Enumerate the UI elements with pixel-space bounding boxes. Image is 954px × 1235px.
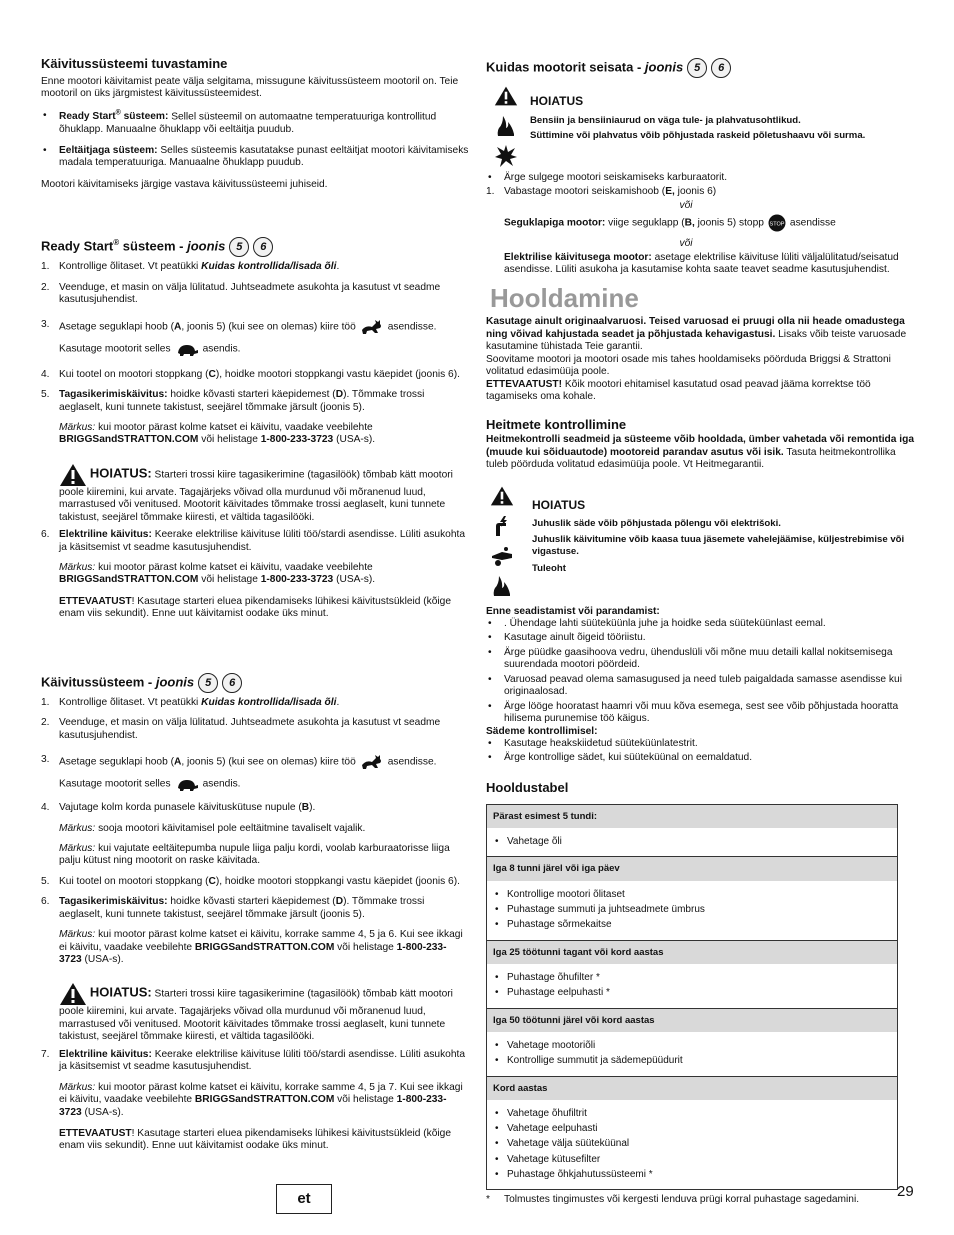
section-title-start-system: Käivitussüsteem - joonis 5 6 bbox=[41, 673, 469, 693]
table-group-body bbox=[487, 881, 897, 940]
table-row: • Vahetage mootoriõli bbox=[493, 1040, 891, 1052]
list-item: 1. Kontrollige õlitaset. Vt peatükki Kuidas kontrollida/lisada õli. bbox=[41, 261, 340, 273]
warning-block bbox=[486, 84, 916, 166]
warning-block: HOIATUS: Starteri trossi kiire tagasikerimine (tagasilöök) tõmbab kätt mootori poole kiiremini, kui arvate. Tagajärjeks võivad olla murdunud või mõranenud luud, marrastused või venitused. Mootorit käivitades tõmmake trossi aeglaselt, kuni tunnete takistust, seejärel tõmmake kiiresti, et vältida tagasilööki. bbox=[41, 982, 469, 1043]
svg-text:STOP: STOP bbox=[769, 221, 785, 228]
table-group-body bbox=[487, 828, 897, 856]
table-row: • Kontrollige mootori õlitaset bbox=[493, 889, 891, 901]
table-group-header: Iga 50 töötunni järel või kord aastas bbox=[487, 1008, 897, 1033]
list-item: 7. Elektriline käivitus: Keerake elektrilise käivituse lüliti töö/stardi asendisse. Lüliti asukohta ja käsitsemist vt seadme kasutusjuhendist. bbox=[41, 1048, 466, 1073]
electric-shock-icon bbox=[490, 514, 514, 538]
list-item: • Ärge kontrollige sädet, kui süüteküünal on eemaldatud. bbox=[486, 752, 916, 764]
subheading: Enne seadistamist või parandamist: bbox=[486, 605, 660, 617]
list-item: • Kasutage ainult õigeid tööriistu. bbox=[486, 632, 916, 644]
list-item: • Ärge lööge hooratast haamri või muu kõva esemega, sest see võib põhjustada hooratta hilisema purunemise töö käigus. bbox=[486, 701, 916, 726]
language-code-box: et bbox=[276, 1184, 332, 1214]
page-number: 29 bbox=[897, 1183, 914, 1200]
table-row: • Puhastage eelpuhasti * bbox=[493, 987, 891, 999]
stop-icon bbox=[768, 214, 786, 232]
list-item: • . Ühendage lahti süüteküünla juhe ja hoidke seda süüteküünlast eemal. bbox=[486, 618, 916, 630]
warning-icons bbox=[490, 484, 516, 604]
table-row: • Vahetage õli bbox=[493, 836, 891, 848]
table-group-header: Pärast esimest 5 tundi: bbox=[487, 805, 897, 829]
rabbit-icon bbox=[360, 319, 384, 335]
warning-triangle-icon bbox=[490, 484, 514, 508]
list-item: 4. Vajutage kolm korda punasele käivituskütuse nupule (B). bbox=[41, 802, 316, 814]
list-item: 5. Tagasikerimiskäivitus: hoidke kõvasti starteri käepidemest (D). Tõmmake trossi aeglaselt, kuni tunnete takistust, seejärel tõmmake järsult (joonis 5). bbox=[41, 389, 425, 413]
warning-title: HOIATUS bbox=[530, 94, 584, 108]
or-separator: või bbox=[679, 199, 693, 211]
list-item: • Kasutage heakskiidetud süüteküünlatestrit. bbox=[486, 738, 916, 750]
list-item: 4. Kui tootel on mootori stoppkang (C), hoidke mootori stoppkangi vastu käepidet (joonis 6). bbox=[41, 368, 460, 380]
figure-ref-6: 6 bbox=[222, 673, 242, 693]
section-title-ready-start: Ready Start® süsteem - joonis 5 6 bbox=[41, 237, 469, 257]
list-item: 3. Asetage seguklapi hoob (A, joonis 5) (kui see on olemas) kiire töö asendisse. bbox=[41, 319, 469, 335]
warning-icons bbox=[494, 84, 520, 174]
figure-ref-6: 6 bbox=[711, 58, 731, 78]
table-row: • Kontrollige summutit ja sädemepüüdurit bbox=[493, 1055, 891, 1067]
section-title-stop-engine: Kuidas mootorit seisata - joonis 5 6 bbox=[486, 58, 916, 78]
list-item: • Ärge sulgege mootori seiskamiseks karburaatorit. bbox=[486, 172, 916, 184]
note: Märkus: sooja mootori käivitamisel pole eeltäitmine tavaliselt vajalik. bbox=[59, 822, 366, 834]
paragraph: Kasutage ainult originaalvaruosi. Teised varuosad ei pruugi olla nii heade omadustega ning võivad kahjustada seadet ja põhjustada kehavigastusi. Lisaks võib teiste varuosade kasutamine tühistada Teie garantii. bbox=[486, 316, 907, 353]
list-item: 1. Vabastage mootori seiskamishoob (E, joonis 6) bbox=[486, 186, 717, 198]
section-title-start-system-id: Käivitussüsteemi tuvastamine bbox=[41, 56, 228, 71]
table-row: • Vahetage õhufiltrit bbox=[493, 1108, 891, 1120]
figure-ref-6: 6 bbox=[253, 237, 273, 257]
table-row: • Vahetage välja süüteküünal bbox=[493, 1138, 891, 1150]
turtle-icon bbox=[175, 776, 199, 792]
hand-injury-icon bbox=[490, 544, 514, 568]
list-item: • Ready Start® süsteem: Sellel süsteemil on automaatne temperatuuriga kontrollitud õhuklapp. Manuaalne õhuklapp või eeltäitja puudub. bbox=[41, 110, 469, 136]
note: Märkus: kui mootor pärast kolme katset ei käivitu, vaadake veebilehte BRIGGSandSTRATTON.COM või helistage 1-800-233-3723 (USA-s). bbox=[59, 562, 376, 586]
subheading: Sädeme kontrollimisel: bbox=[486, 725, 598, 737]
left-column bbox=[41, 56, 469, 1153]
note: Märkus: kui vajutate eeltäitepumba nupule liiga palju kordi, voolab karburaatorisse liiga palju kütust ning mootorit on raske käivitada. bbox=[59, 842, 450, 867]
rabbit-icon bbox=[360, 754, 384, 770]
list-item: • Eeltäitjaga süsteem: Selles süsteemis kasutatakse punast eeltäitjat mootori käivitamiseks madala temperatuuriga. Manuaalne õhuklapp puudub. bbox=[41, 145, 469, 170]
list-item: 6. Elektriline käivitus: Keerake elektrilise käivituse lüliti töö/stardi asendisse. Lüliti asukohta ja käsitsemist vt seadme kasutusjuhendist. bbox=[41, 529, 466, 553]
list-item: • Varuosad peavad olema samasugused ja need tuleb paigaldada samasse asendisse kui originaalosad. bbox=[486, 674, 916, 699]
warning-triangle-icon bbox=[494, 84, 518, 108]
warning-block: HOIATUS: Starteri trossi kiire tagasikerimine (tagasilöök) tõmbab kätt mootori poole kiiremini, kui arvate. Tagajärjeks võivad olla murdunud või mõranenud luud, marrastused või venitused. Mootorit käivitades tõmmake trossi aeglaselt, kuni tunnete takistust, seejärel tõmmake kiiresti, et vältida tagasilööki. bbox=[41, 463, 469, 524]
paragraph: Elektrilise käivitusega mootor: asetage elektrilise käivituse lüliti väljalülitatud/seisatud asendisse. Lüliti asukoha ja kasutamise kohta saate teavet seadme kasutusjuhendist. bbox=[504, 251, 899, 276]
warning-text: Bensiin ja bensiiniaurud on väga tule- ja plahvatusohtlikud. bbox=[530, 114, 801, 126]
maintenance-table bbox=[486, 804, 898, 1190]
warning-text: Juhuslik säde võib põhjustada põlengu või elektrišoki. bbox=[532, 518, 781, 530]
fire-icon bbox=[490, 574, 514, 598]
warning-block bbox=[486, 484, 916, 598]
paragraph: Mootori käivitamiseks järgige vastava käivitussüsteemi juhiseid. bbox=[41, 178, 328, 190]
section-title-emissions: Heitmete kontrollimine bbox=[486, 417, 627, 433]
paragraph: Enne mootori käivitamist peate välja selgitama, missugune käivitussüsteem mootoril on. Teie mootoril on üks järgmistest käivitussüsteemidest. bbox=[41, 75, 459, 100]
note: Märkus: kui mootor pärast kolme katset ei käivitu, vaadake veebilehte BRIGGSandSTRATTON.COM või helistage 1-800-233-3723 (USA-s). bbox=[59, 421, 376, 446]
paragraph: Heitmekontrolli seadmeid ja süsteeme võib hooldada, ümber vahetada või remontida iga (muude kui sõiduautode) mootoreid parandav asutus või isik. Tasuta heitmekontrollika tuleb pöörduda volitatud edasimüüja poole. Vt Heitmegarantii. bbox=[486, 434, 914, 471]
explosion-icon bbox=[494, 144, 518, 168]
warning-triangle-icon bbox=[59, 982, 87, 1006]
page-heading-maintenance: Hooldamine bbox=[490, 282, 639, 313]
list-item: • Ärge püüdke gaasihoova vedru, ühenduslüli või mõne muu detaili kallal nokitsemisega suurendada mootori pöördeid. bbox=[486, 647, 916, 672]
figure-ref-5: 5 bbox=[198, 673, 218, 693]
list-item: 6. Tagasikerimiskäivitus: hoidke kõvasti starteri käepidemest (D). Tõmmake trossi aeglaselt, kuni tunnete takistust, seejärel tõmmake järsult (joonis 5). bbox=[41, 896, 425, 920]
warning-triangle-icon bbox=[59, 463, 87, 487]
warning-text: Süttimine või plahvatus võib põhjustada raskeid põletushaavu või surma. bbox=[530, 130, 866, 142]
table-group-header: Iga 25 töötunni tagant või kord aastas bbox=[487, 940, 897, 965]
caution: ETTEVAATUST! Kasutage starteri eluea pikendamiseks lühikesi käivitustsükleid (kõige enam viis sekundit). Enne uut käivitamist oodake üks minut. bbox=[59, 1127, 452, 1152]
table-group-body bbox=[487, 1032, 897, 1075]
table-row: • Vahetage eelpuhasti bbox=[493, 1123, 891, 1135]
footnote: * Tolmustes tingimustes või kergesti lenduva prügi korral puhastage sagedamini. bbox=[486, 1194, 860, 1206]
caution: ETTEVAATUST! Kasutage starteri eluea pikendamiseks lühikesi käivitustsükleid (kõige enam viis sekundit). Enne uut käivitamist oodake üks minut. bbox=[59, 595, 452, 620]
warning-title: HOIATUS bbox=[532, 497, 586, 512]
table-row: • Vahetage kütusefilter bbox=[493, 1154, 891, 1166]
fire-icon bbox=[494, 114, 518, 138]
or-separator: või bbox=[679, 238, 693, 250]
figure-ref-5: 5 bbox=[229, 237, 249, 257]
list-item: 3. Asetage seguklapi hoob (A, joonis 5) (kui see on olemas) kiire töö asendisse. bbox=[41, 754, 469, 770]
paragraph: Soovitame mootori ja mootori osade mis tahes hooldamiseks pöörduda Briggsi & Strattoni volitatud edasimüüja poole. bbox=[486, 353, 891, 378]
table-group-body bbox=[487, 1100, 897, 1189]
note: Märkus: kui mootor pärast kolme katset ei käivitu, korrake samme 4, 5 ja 7. Kui see ikkagi ei käivitu, vaadake veebilehte BRIGGSandSTRATTON.COM või helistage 1-800-233-3723 (USA-s). bbox=[59, 1081, 463, 1118]
list-item: 2. Veenduge, et masin on välja lülitatud. Juhtseadmete asukohta ja kasutust vt seadme kasutusjuhendist. bbox=[41, 717, 441, 741]
table-row: • Puhastage sõrmekaitse bbox=[493, 919, 891, 931]
list-item: 5. Kui tootel on mootori stoppkang (C), hoidke mootori stoppkangi vastu käepidet (joonis 6). bbox=[41, 875, 460, 887]
paragraph: Kasutage mootorit selles asendis. bbox=[41, 341, 469, 357]
table-row: • Puhastage õhufilter * bbox=[493, 972, 891, 984]
table-group-body bbox=[487, 964, 897, 1007]
warning-text: Juhuslik käivitumine võib kaasa tuua jäsemete vahelejäämise, küljestrebimise või vigastuse. bbox=[532, 533, 905, 557]
section-title-schedule: Hooldustabel bbox=[486, 779, 569, 795]
paragraph: ETTEVAATUST! Kõik mootori ehitamisel kasutatud osad peavad jääma korrektse töö tagamiseks oma kohale. bbox=[486, 378, 871, 402]
right-column bbox=[486, 58, 916, 1206]
turtle-icon bbox=[175, 341, 199, 357]
table-row: • Puhastage summuti ja juhtseadmete ümbrus bbox=[493, 904, 891, 916]
figure-ref-5: 5 bbox=[687, 58, 707, 78]
note: Märkus: kui mootor pärast kolme katset ei käivitu, korrake samme 4, 5 ja 6. Kui see ikkagi ei käivitu, vaadake veebilehte BRIGGSandSTRATTON.COM või helistage 1-800-233-3723 (USA-s). bbox=[59, 929, 463, 965]
warning-text: Tuleoht bbox=[532, 563, 566, 575]
paragraph: Seguklapiga mootor: viige seguklapp (B, joonis 5) stopp STOP asendisse bbox=[486, 214, 916, 232]
list-item: 2. Veenduge, et masin on välja lülitatud. Juhtseadmete asukohta ja kasutust vt seadme kasutusjuhendist. bbox=[41, 281, 441, 306]
table-group-header: Iga 8 tunni järel või iga päev bbox=[487, 856, 897, 881]
paragraph: Kasutage mootorit selles asendis. bbox=[41, 776, 469, 792]
table-group-header: Kord aastas bbox=[487, 1076, 897, 1101]
list-item: 1. Kontrollige õlitaset. Vt peatükki Kuidas kontrollida/lisada õli. bbox=[41, 696, 340, 708]
table-row: • Puhastage õhkjahutussüsteemi * bbox=[493, 1169, 891, 1181]
